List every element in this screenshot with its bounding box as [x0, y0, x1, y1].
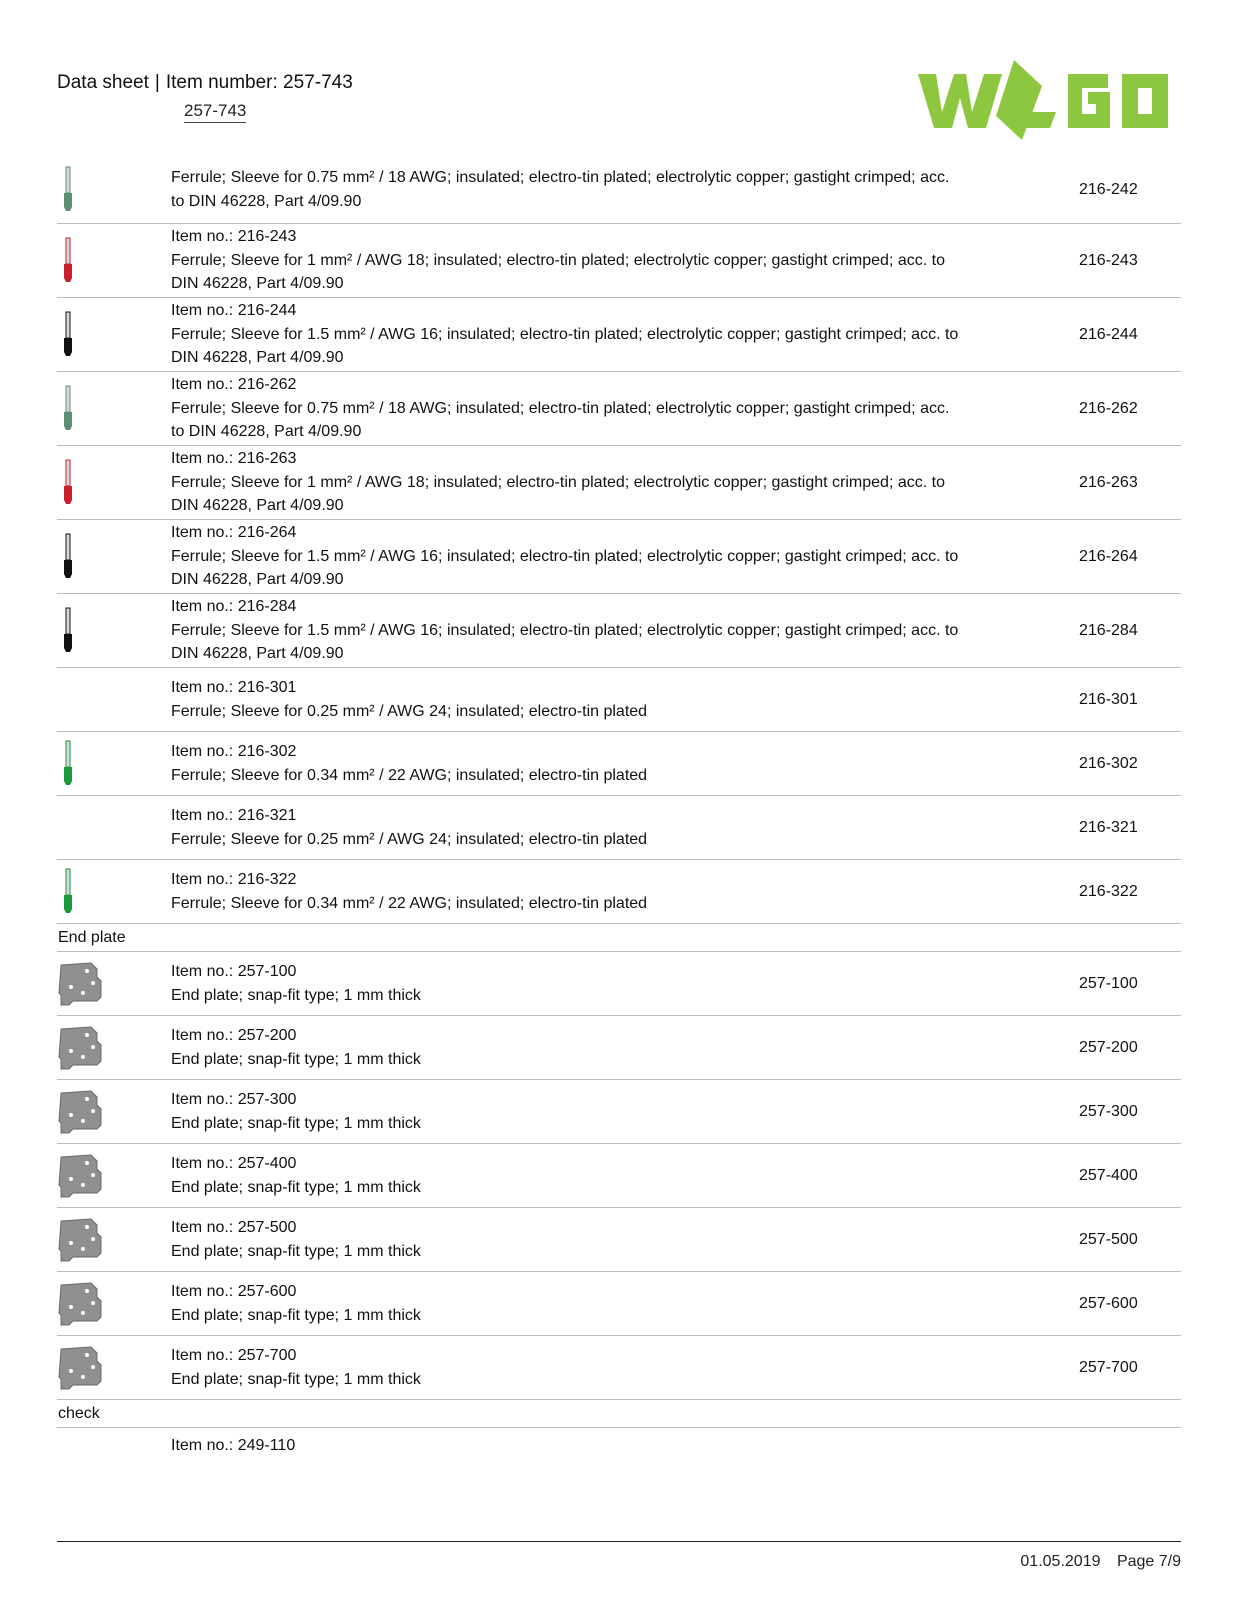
ferrule-row — [57, 372, 1181, 446]
item-description — [171, 156, 961, 215]
doc-label: Data sheet — [57, 72, 149, 93]
item-description — [171, 1144, 961, 1207]
ferrule-gray-icon — [57, 372, 117, 445]
item-number[interactable]: 257-700 — [1079, 1358, 1138, 1376]
end-plate-row — [57, 952, 1181, 1016]
item-description — [171, 952, 961, 1015]
item-number[interactable]: 216-242 — [1079, 180, 1138, 198]
end-plate-icon — [57, 1144, 117, 1207]
empty-image-slot — [57, 796, 117, 859]
ferrule-row — [57, 668, 1181, 732]
item-no-label: Item no.: 216-302 — [171, 743, 297, 760]
item-description-text: Ferrule; Sleeve for 0.75 mm² / 18 AWG; insulated; electro-tin plated; electrolytic copper; gastight crimped; acc. to DIN 46228, Part 4/09.90 — [171, 169, 950, 210]
item-description — [171, 520, 961, 593]
item-number[interactable]: 257-300 — [1079, 1102, 1138, 1120]
ferrule-green-icon — [57, 732, 117, 795]
item-description — [171, 1272, 961, 1335]
wago-logo — [918, 56, 1180, 144]
item-description-text: Ferrule; Sleeve for 0.75 mm² / 18 AWG; insulated; electro-tin plated; electrolytic copper; gastight crimped; acc. to DIN 46228, Part 4/09.90 — [171, 399, 950, 441]
end-plate-row — [57, 1272, 1181, 1336]
item-no-label: Item no.: 216-321 — [171, 807, 297, 824]
ferrule-row — [57, 298, 1181, 372]
ferrule-black-icon — [57, 298, 117, 371]
ferrule-row — [57, 156, 1181, 224]
item-number[interactable]: 216-263 — [1079, 473, 1138, 491]
item-description — [171, 446, 961, 519]
item-number[interactable]: 216-243 — [1079, 251, 1138, 269]
item-no-label: Item no.: 216-262 — [171, 376, 297, 394]
item-no-label: Item no.: 216-263 — [171, 450, 297, 468]
item-description — [171, 1016, 961, 1079]
item-description-text: Ferrule; Sleeve for 1 mm² / AWG 18; insulated; electro-tin plated; electrolytic copper; gastight crimped; acc. to DIN 46228, Part 4/09.90 — [171, 473, 945, 515]
accessory-list — [57, 156, 1181, 1468]
item-description — [171, 1080, 961, 1143]
end-plate-row — [57, 1016, 1181, 1080]
item-description-text: Ferrule; Sleeve for 0.34 mm² / 22 AWG; insulated; electro-tin plated — [171, 894, 648, 912]
ferrule-row — [57, 732, 1181, 796]
end-plate-row — [57, 1208, 1181, 1272]
item-description-text: Ferrule; Sleeve for 0.34 mm² / 22 AWG; insulated; electro-tin plated — [171, 766, 648, 784]
footer-date: 01.05.2019 — [1020, 1553, 1101, 1570]
item-description-text: Ferrule; Sleeve for 1.5 mm² / AWG 16; insulated; electro-tin plated; electrolytic copper; gastight crimped; acc. to DIN 46228, Part 4/09.90 — [171, 621, 959, 663]
ferrule-row — [57, 446, 1181, 520]
item-no-label: Item no.: 216-284 — [171, 598, 297, 616]
end-plate-icon — [57, 1208, 117, 1271]
item-number[interactable]: 216-301 — [1079, 690, 1138, 708]
item-description-text: Ferrule; Sleeve for 1.5 mm² / AWG 16; insulated; electro-tin plated; electrolytic copper; gastight crimped; acc. to DIN 46228, Part 4/09.90 — [171, 325, 959, 367]
item-description-text: Ferrule; Sleeve for 0.25 mm² / AWG 24; insulated; electro-tin plated — [171, 702, 648, 720]
item-no-label: Item no.: 257-300 — [171, 1091, 297, 1108]
item-description-text: End plate; snap-fit type; 1 mm thick — [171, 1114, 421, 1132]
item-no-label: Item no.: 216-243 — [171, 228, 297, 246]
ferrule-black-icon — [57, 594, 117, 667]
item-description — [171, 796, 961, 859]
ferrule-black-icon — [57, 520, 117, 593]
footer-page: Page 7/9 — [1116, 1553, 1181, 1570]
item-description — [171, 224, 961, 297]
ferrule-row — [57, 520, 1181, 594]
item-no-label: Item no.: 216-322 — [171, 871, 297, 888]
item-no-label: Item no.: 257-200 — [171, 1027, 297, 1044]
item-description-text: End plate; snap-fit type; 1 mm thick — [171, 1178, 421, 1196]
ferrule-gray-icon — [57, 156, 117, 223]
empty-image-slot — [57, 668, 117, 731]
empty-image-slot — [57, 1428, 117, 1468]
end-plate-icon — [57, 952, 117, 1015]
end-plate-icon — [57, 1272, 117, 1335]
item-no-label: Item no.: 216-244 — [171, 302, 297, 320]
item-description — [171, 860, 961, 923]
item-number[interactable]: 257-400 — [1079, 1166, 1138, 1184]
title-separator: | — [154, 72, 160, 93]
item-description-text: End plate; snap-fit type; 1 mm thick — [171, 1050, 421, 1068]
ferrule-row — [57, 594, 1181, 668]
item-description — [171, 594, 961, 667]
item-no-label: Item no.: 257-700 — [171, 1347, 297, 1364]
end-plate-row — [57, 1336, 1181, 1400]
item-description-text: End plate; snap-fit type; 1 mm thick — [171, 1370, 421, 1388]
item-number[interactable]: 216-284 — [1079, 621, 1138, 639]
item-no-label: Item no.: 257-600 — [171, 1283, 297, 1300]
item-no-label: Item no.: 257-100 — [171, 963, 297, 980]
item-description-text: End plate; snap-fit type; 1 mm thick — [171, 1306, 421, 1324]
item-description — [171, 1208, 961, 1271]
item-description — [171, 1336, 961, 1399]
item-number[interactable]: 257-200 — [1079, 1038, 1138, 1056]
ferrule-row — [57, 224, 1181, 298]
item-description — [171, 668, 961, 731]
item-description-text: Ferrule; Sleeve for 1.5 mm² / AWG 16; insulated; electro-tin plated; electrolytic copper; gastight crimped; acc. to DIN 46228, Part 4/09.90 — [171, 547, 959, 589]
item-number[interactable]: 257-600 — [1079, 1294, 1138, 1312]
item-description-text: End plate; snap-fit type; 1 mm thick — [171, 986, 421, 1004]
item-no-label: Item no.: 249-110 — [171, 1437, 296, 1454]
item-description-text: Ferrule; Sleeve for 1 mm² / AWG 18; insulated; electro-tin plated; electrolytic copper; gastight crimped; acc. to DIN 46228, Part 4/09.90 — [171, 251, 945, 293]
ferrule-red-icon — [57, 446, 117, 519]
item-number[interactable]: 216-322 — [1079, 882, 1138, 900]
section-heading-check: check — [57, 1400, 1181, 1428]
item-number[interactable]: 257-100 — [1079, 974, 1138, 992]
item-number[interactable]: 216-302 — [1079, 754, 1138, 772]
item-number[interactable]: 257-500 — [1079, 1230, 1138, 1248]
footer-divider — [57, 1541, 1181, 1542]
ferrule-row — [57, 860, 1181, 924]
end-plate-icon — [57, 1336, 117, 1399]
item-description-text: End plate; snap-fit type; 1 mm thick — [171, 1242, 421, 1260]
end-plate-icon — [57, 1016, 117, 1079]
end-plate-row — [57, 1144, 1181, 1208]
item-number[interactable]: 216-321 — [1079, 818, 1138, 836]
item-description — [171, 298, 961, 371]
end-plate-icon — [57, 1080, 117, 1143]
check-row — [57, 1428, 1181, 1468]
item-no-label: Item no.: 257-400 — [171, 1155, 297, 1172]
section-heading-end-plate: End plate — [57, 924, 1181, 952]
item-number-label: Item number: 257-743 — [165, 72, 353, 93]
item-number-link[interactable]: 257-743 — [184, 101, 246, 123]
item-no-label: Item no.: 257-500 — [171, 1219, 297, 1236]
item-number[interactable]: 216-262 — [1079, 399, 1138, 417]
item-description — [171, 1428, 961, 1460]
item-description-text: Ferrule; Sleeve for 0.25 mm² / AWG 24; insulated; electro-tin plated — [171, 830, 648, 848]
ferrule-red-icon — [57, 224, 117, 297]
ferrule-row — [57, 796, 1181, 860]
item-number[interactable]: 216-244 — [1079, 325, 1138, 343]
item-description — [171, 372, 961, 445]
ferrule-green-icon — [57, 860, 117, 923]
footer — [1008, 1553, 1181, 1571]
item-description — [171, 732, 961, 795]
page-title — [57, 72, 353, 94]
item-number[interactable]: 216-264 — [1079, 547, 1138, 565]
item-no-label: Item no.: 216-264 — [171, 524, 297, 542]
end-plate-row — [57, 1080, 1181, 1144]
item-no-label: Item no.: 216-301 — [171, 679, 297, 696]
